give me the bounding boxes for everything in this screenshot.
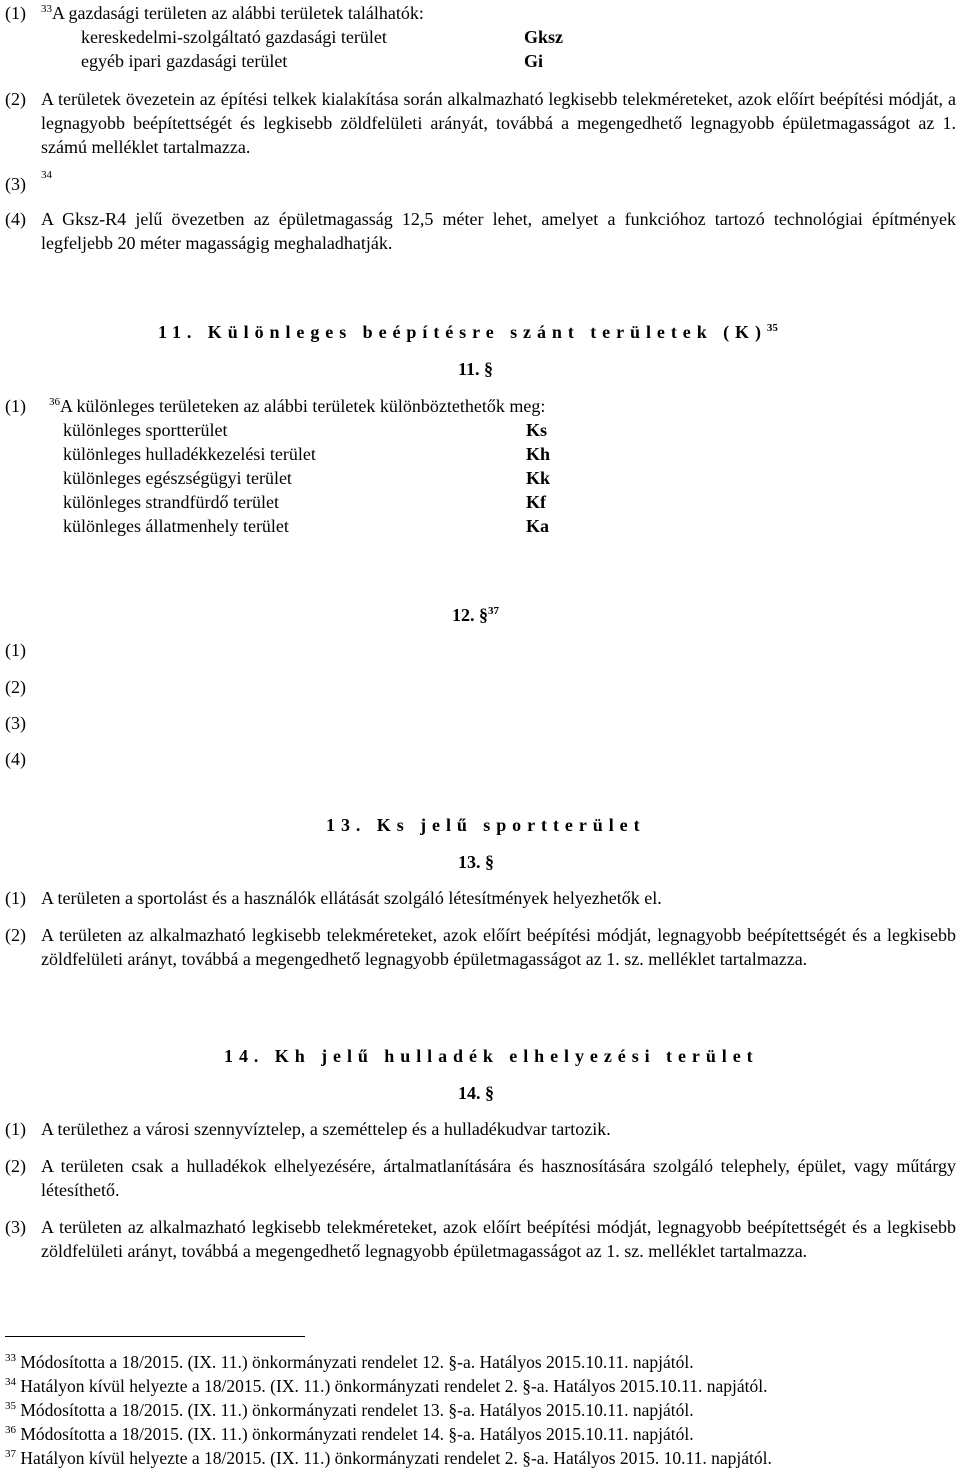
s14-p2-text: A területen csak a hulladékok elhelyezésére, ártalmatlanítására és hasznosítására szolgáló telephely, épület, vagy műtárgy létesíthető. bbox=[41, 1156, 956, 1200]
footnote-ref-33[interactable]: 33 bbox=[41, 3, 52, 15]
footnote-35 bbox=[5, 1398, 694, 1422]
s10-p1-text: A gazdasági területen az alábbi területek találhatók: bbox=[52, 3, 424, 23]
zone-code-kh: Kh bbox=[526, 444, 551, 464]
s14-p3-number: (3) bbox=[5, 1217, 26, 1237]
footnote-36 bbox=[5, 1422, 694, 1446]
s13-heading: 13. Ks jelű sportterület bbox=[326, 815, 646, 835]
s12-p2-number: (2) bbox=[5, 677, 26, 697]
zone-code-gi: Gi bbox=[524, 51, 544, 71]
s12-p4-number: (4) bbox=[5, 749, 26, 769]
footnote-number: 37 bbox=[5, 1448, 16, 1460]
footnote-ref-34[interactable]: 34 bbox=[41, 169, 52, 181]
s10-p4-number: (4) bbox=[5, 209, 26, 229]
footnote-text: Módosította a 18/2015. (IX. 11.) önkormányzati rendelet 12. §-a. Hatályos 2015.10.11. napjától. bbox=[20, 1352, 694, 1372]
zone-code-ks: Ks bbox=[526, 420, 548, 440]
s11-section-number: 11. § bbox=[458, 359, 494, 379]
s13-section-number: 13. § bbox=[458, 852, 494, 872]
footnote-34 bbox=[5, 1374, 767, 1398]
s11-p1-text: A különleges területeken az alábbi területek különböztethetők meg: bbox=[60, 396, 546, 416]
s12-section bbox=[452, 603, 499, 627]
zone-name-gi: egyéb ipari gazdasági terület bbox=[81, 51, 288, 71]
zone-code-kf: Kf bbox=[526, 492, 546, 512]
zone-name-gksz: kereskedelmi-szolgáltató gazdasági terület bbox=[81, 27, 387, 47]
zone-code-ka: Ka bbox=[526, 516, 550, 536]
s14-p1-text: A területhez a városi szennyvíztelep, a szeméttelep és a hulladékudvar tartozik. bbox=[41, 1119, 611, 1139]
footnote-ref-36[interactable]: 36 bbox=[49, 396, 60, 408]
s11-p1-number: (1) bbox=[5, 396, 26, 416]
s12-section-number: 12. § bbox=[452, 605, 488, 625]
s12-p3-number: (3) bbox=[5, 713, 26, 733]
s14-p3-text: A területen az alkalmazható legkisebb telekméreteket, azok előírt beépítési módját, legnagyobb beépítettségét és a legkisebb zöldfelületi arányt, továbbá a megengedhető legnagyobb épületmagasságot az 1. sz. melléklet tartalmazza. bbox=[41, 1217, 956, 1261]
s13-p2-number: (2) bbox=[5, 925, 26, 945]
s10-p2-number: (2) bbox=[5, 89, 26, 109]
s10-p4-text: A Gksz-R4 jelű övezetben az épületmagasság 12,5 méter lehet, amelyet a funkcióhoz tartozó technológiai építmények legfeljebb 20 méter magasságig meghaladhatják. bbox=[41, 209, 956, 253]
zone-name-kk: különleges egészségügyi terület bbox=[63, 468, 292, 488]
footnote-number: 34 bbox=[5, 1376, 16, 1388]
s14-p1-number: (1) bbox=[5, 1119, 26, 1139]
zone-code-gksz: Gksz bbox=[524, 27, 564, 47]
footnote-33 bbox=[5, 1350, 694, 1374]
footnote-text: Hatályon kívül helyezte a 18/2015. (IX. 11.) önkormányzati rendelet 2. §-a. Hatályos 2015. 10.11. napjától. bbox=[20, 1448, 772, 1468]
zone-name-kh: különleges hulladékkezelési terület bbox=[63, 444, 316, 464]
footnote-number: 33 bbox=[5, 1352, 16, 1364]
s10-p3 bbox=[41, 167, 52, 191]
footnote-37 bbox=[5, 1446, 772, 1470]
s14-p2-number: (2) bbox=[5, 1156, 26, 1176]
s12-p1-number: (1) bbox=[5, 640, 26, 660]
s10-p3-number: (3) bbox=[5, 174, 26, 194]
footnote-text: Hatályon kívül helyezte a 18/2015. (IX. 11.) önkormányzati rendelet 2. §-a. Hatályos 2015.10.11. napjától. bbox=[20, 1376, 768, 1396]
footnote-number: 36 bbox=[5, 1424, 16, 1436]
footnote-text: Módosította a 18/2015. (IX. 11.) önkormányzati rendelet 13. §-a. Hatályos 2015.10.11. napjától. bbox=[20, 1400, 694, 1420]
footnote-number: 35 bbox=[5, 1400, 16, 1412]
footnote-separator bbox=[5, 1336, 305, 1337]
s13-p2-text: A területen az alkalmazható legkisebb telekméreteket, azok előírt beépítési módját, legnagyobb beépítettségét és a legkisebb zöldfelületi arányt, továbbá a megengedhető legnagyobb épületmagasságot az 1. sz. melléklet tartalmazza. bbox=[41, 925, 956, 969]
s11-heading bbox=[158, 320, 778, 344]
zone-code-kk: Kk bbox=[526, 468, 551, 488]
zone-name-ks: különleges sportterület bbox=[63, 420, 228, 440]
s11-p1 bbox=[49, 394, 545, 418]
footnote-ref-35[interactable]: 35 bbox=[766, 322, 778, 334]
s14-heading: 14. Kh jelű hulladék elhelyezési terület bbox=[224, 1046, 759, 1066]
footnote-text: Módosította a 18/2015. (IX. 11.) önkormányzati rendelet 14. §-a. Hatályos 2015.10.11. napjától. bbox=[20, 1424, 694, 1444]
s13-p1-number: (1) bbox=[5, 888, 26, 908]
zone-name-ka: különleges állatmenhely terület bbox=[63, 516, 289, 536]
s10-p1-number: (1) bbox=[5, 3, 26, 23]
zone-name-kf: különleges strandfürdő terület bbox=[63, 492, 279, 512]
footnote-ref-37[interactable]: 37 bbox=[488, 605, 499, 617]
s13-p1-text: A területen a sportolást és a használók ellátását szolgáló létesítmények helyezhetők el. bbox=[41, 888, 662, 908]
s10-p2-text: A területek övezetein az építési telkek kialakítása során alkalmazható legkisebb telekméreteket, azok előírt beépítési módját, a legnagyobb beépítettségét és legkisebb zöldfelületi arányát, továbbá a megengedhető legnagyobb épületmagasságot az 1. számú melléklet tartalmazza. bbox=[41, 89, 956, 157]
s10-p1 bbox=[41, 1, 424, 25]
s11-heading-text: 11. Különleges beépítésre szánt területek (K) bbox=[158, 322, 767, 342]
s14-section-number: 14. § bbox=[458, 1083, 494, 1103]
